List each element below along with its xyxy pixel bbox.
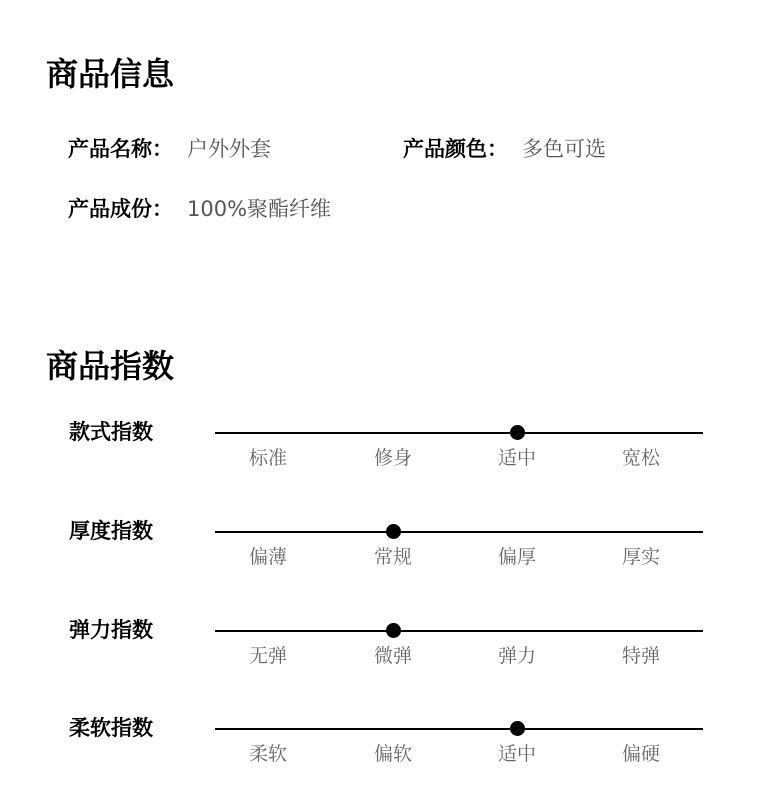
index-row-style [0, 420, 779, 502]
product-index-title: 商品指数 [46, 347, 175, 385]
index-option: 偏软 [373, 743, 412, 765]
index-option: 无弹 [248, 645, 287, 667]
index-row-thickness [0, 519, 779, 601]
index-track [215, 531, 703, 533]
index-row-elasticity [0, 618, 779, 700]
index-option: 适中 [497, 743, 536, 765]
index-label: 厚度指数 [69, 519, 153, 543]
info-field-name [68, 139, 271, 160]
index-option: 微弹 [373, 645, 412, 667]
index-option: 常规 [373, 546, 412, 568]
info-field-value: 多色可选 [522, 137, 606, 161]
index-label: 弹力指数 [69, 618, 153, 642]
product-info-title: 商品信息 [46, 55, 175, 93]
index-label: 柔软指数 [69, 716, 153, 740]
index-indicator-dot [386, 524, 401, 539]
index-option: 特弹 [621, 645, 660, 667]
index-option: 宽松 [621, 447, 660, 469]
index-indicator-dot [386, 623, 401, 638]
index-option: 厚实 [621, 546, 660, 568]
info-field-material [68, 199, 331, 220]
index-option: 偏硬 [621, 743, 660, 765]
info-field-label: 产品颜色： [403, 137, 508, 161]
index-option: 偏薄 [248, 546, 287, 568]
info-field-value: 户外外套 [187, 137, 271, 161]
info-field-label: 产品名称： [68, 137, 173, 161]
index-track [215, 630, 703, 632]
index-track [215, 432, 703, 434]
index-indicator-dot [510, 425, 525, 440]
info-field-value: 100%聚酯纤维 [187, 197, 332, 221]
index-indicator-dot [510, 721, 525, 736]
index-option: 偏厚 [497, 546, 536, 568]
index-label: 款式指数 [69, 420, 153, 444]
index-option: 标准 [248, 447, 287, 469]
index-option: 修身 [373, 447, 412, 469]
index-row-softness [0, 716, 779, 798]
index-option: 弹力 [497, 645, 536, 667]
index-option: 柔软 [248, 743, 287, 765]
index-option: 适中 [497, 447, 536, 469]
index-track [215, 728, 703, 730]
info-field-label: 产品成份： [68, 197, 173, 221]
info-field-color [403, 139, 606, 160]
